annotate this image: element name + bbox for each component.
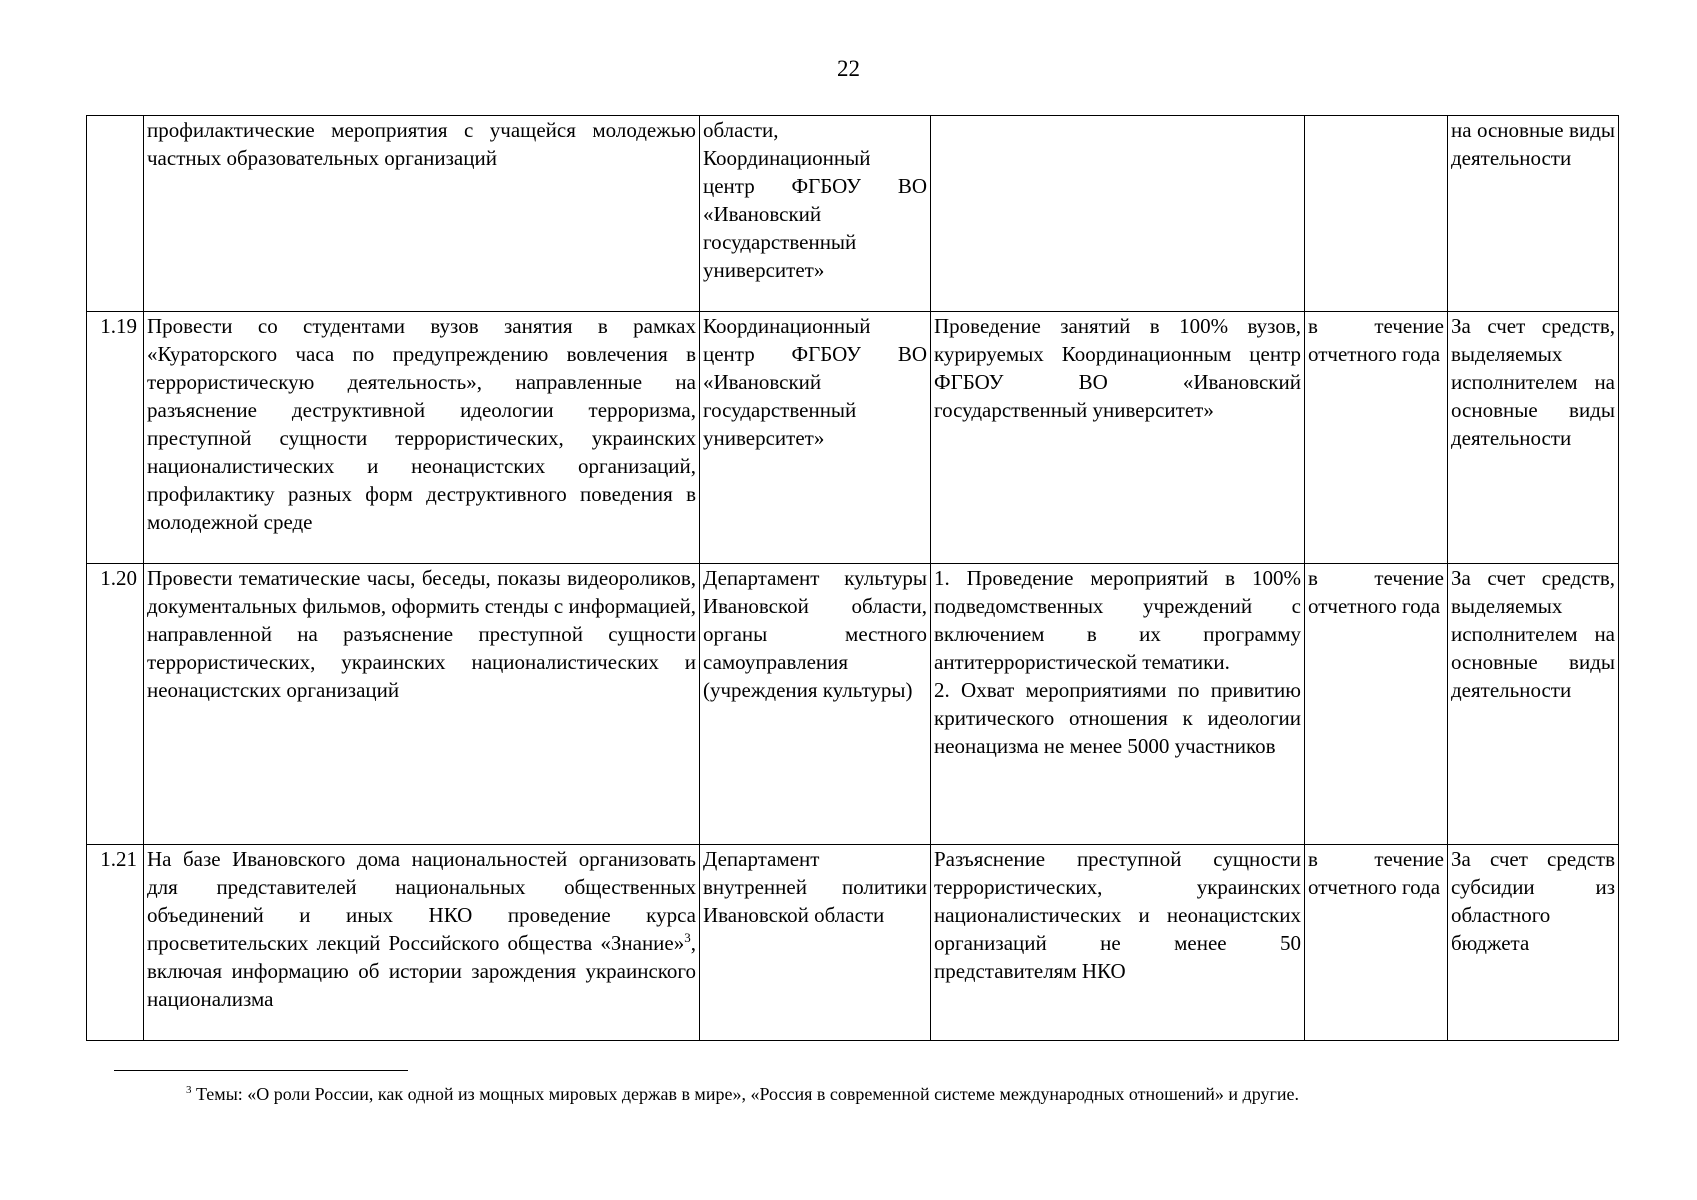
result-cell: Проведение занятий в 100% вузов, курируемых Координационным центр ФГБОУ ВО «Ивановский государственный университет» <box>931 312 1305 564</box>
table-row <box>87 845 1619 1041</box>
result-cell <box>931 116 1305 312</box>
table-row <box>87 564 1619 845</box>
funding-cell: За счет средств, выделяемых исполнителем на основные виды деятельности <box>1448 312 1619 564</box>
result-item-1: 1. Проведение мероприятий в 100% подведомственных учреждений с включением в их программу антитеррористической тематики. <box>934 566 1301 674</box>
period-cell: в течение отчетного года <box>1305 845 1448 1041</box>
row-number: 1.19 <box>87 312 144 564</box>
row-number: 1.21 <box>87 845 144 1041</box>
table-row <box>87 116 1619 312</box>
executor-cell: Координационный центр ФГБОУ ВО «Ивановский государственный университет» <box>700 312 931 564</box>
action-text-continued: , включая информацию об истории зарождения украинского национализма <box>147 931 696 1011</box>
period-cell: в течение отчетного года <box>1305 564 1448 845</box>
footnote <box>186 1082 1299 1106</box>
footnote-reference: 3 <box>684 930 691 945</box>
period-cell: в течение отчетного года <box>1305 312 1448 564</box>
result-cell <box>931 564 1305 845</box>
page-number: 22 <box>837 56 860 81</box>
footnote-text: Темы: «О роли России, как одной из мощных мировых держав в мире», «Россия в современной системе международных отношений» и другие. <box>191 1084 1299 1104</box>
row-number <box>87 116 144 312</box>
table-row <box>87 312 1619 564</box>
period-cell <box>1305 116 1448 312</box>
footnote-separator <box>114 1070 408 1071</box>
result-item-2: 2. Охват мероприятиями по привитию критического отношения к идеологии неонацизма не менее 5000 участников <box>934 678 1301 758</box>
result-cell: Разъяснение преступной сущности террористических, украинских националистических и неонацистских организаций не менее 50 представителям НКО <box>931 845 1305 1041</box>
action-plan-table <box>86 115 1619 1041</box>
action-cell: профилактические мероприятия с учащейся молодежью частных образовательных организаций <box>144 116 700 312</box>
funding-cell: на основные виды деятельности <box>1448 116 1619 312</box>
action-cell: Провести со студентами вузов занятия в рамках «Кураторского часа по предупреждению вовлечения в террористическую деятельность», направленные на разъяснение деструктивной идеологии терроризма, преступной сущности террористических, украинских националистических и неонацистских организаций, профилактику разных форм деструктивного поведения в молодежной среде <box>144 312 700 564</box>
footnote-marker: 3 <box>186 1084 192 1096</box>
executor-cell: Департамент внутренней политики Ивановской области <box>700 845 931 1041</box>
executor-cell: Департамент культуры Ивановской области, органы местного самоуправления (учреждения культуры) <box>700 564 931 845</box>
action-cell <box>144 845 700 1041</box>
row-number: 1.20 <box>87 564 144 845</box>
funding-cell: За счет средств субсидии из областного бюджета <box>1448 845 1619 1041</box>
executor-cell: области, Координационный центр ФГБОУ ВО «Ивановский государственный университет» <box>700 116 931 312</box>
action-text: На базе Ивановского дома национальностей организовать для представителей национальных общественных объединений и иных НКО проведение курса просветительских лекций Российского общества «Знание» <box>147 847 696 955</box>
funding-cell: За счет средств, выделяемых исполнителем на основные виды деятельности <box>1448 564 1619 845</box>
action-cell: Провести тематические часы, беседы, показы видеороликов, документальных фильмов, оформить стенды с информацией, направленной на разъяснение преступной сущности террористических, украинских националистических и неонацистских организаций <box>144 564 700 845</box>
